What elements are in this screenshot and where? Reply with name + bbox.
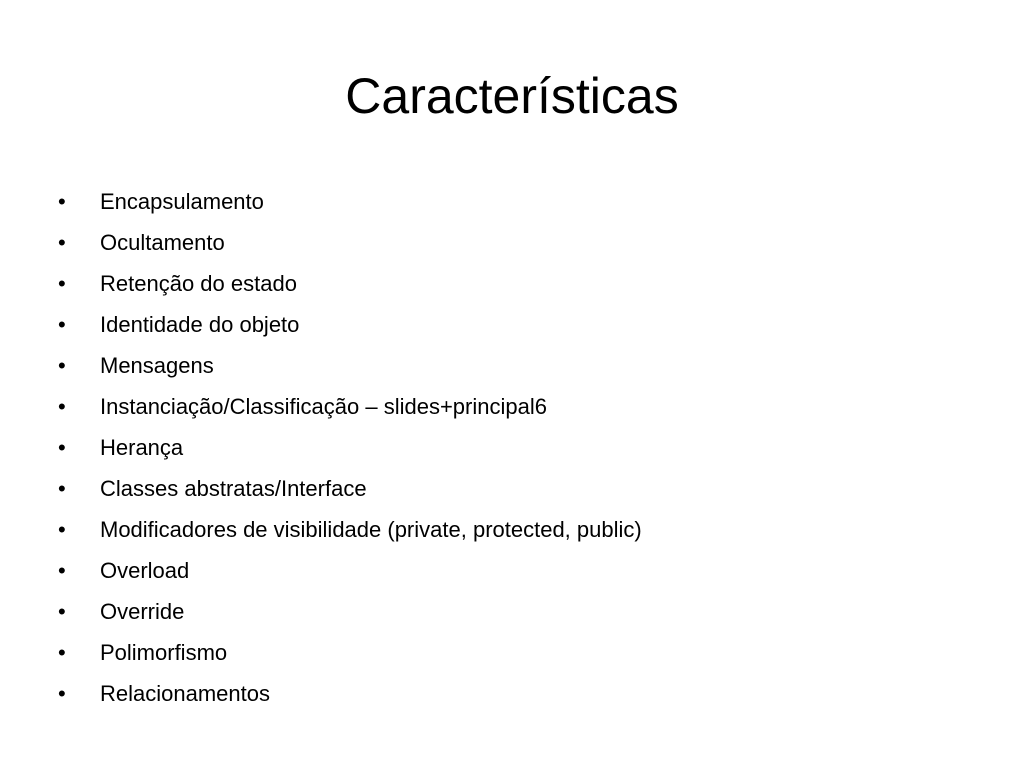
bullet-dot-icon: • [58,271,66,296]
list-item [58,304,988,345]
list-item-text: Instanciação/Classificação – slides+principal6 [100,394,547,419]
bullet-dot-icon: • [58,230,66,255]
list-item-text: Ocultamento [100,230,225,255]
list-item [58,509,988,550]
list-item [58,591,988,632]
list-item-text: Polimorfismo [100,640,228,665]
bullet-dot-icon: • [58,599,66,624]
list-item [58,345,988,386]
list-item-text: Identidade do objeto [100,312,300,337]
bullet-list [58,181,988,714]
list-item-text: Classes abstratas/Interface [100,476,367,501]
list-item [58,632,988,673]
list-item [58,468,988,509]
list-item-text: Relacionamentos [100,681,270,706]
bullet-dot-icon: • [58,558,66,583]
list-item-text: Modificadores de visibilidade (private, protected, public) [100,517,642,542]
list-item [58,222,988,263]
list-item-text: Retenção do estado [100,271,297,296]
list-item [58,427,988,468]
bullet-dot-icon: • [58,353,66,378]
bullet-dot-icon: • [58,640,66,665]
slide-title: Características [345,68,679,124]
list-item [58,550,988,591]
list-item-text: Override [100,599,185,624]
list-item [58,263,988,304]
list-item [58,673,988,714]
bullet-dot-icon: • [58,394,66,419]
list-item [58,386,988,427]
list-item-text: Herança [100,435,184,460]
bullet-dot-icon: • [58,681,66,706]
bullet-dot-icon: • [58,435,66,460]
list-item-text: Overload [100,558,190,583]
bullet-dot-icon: • [58,312,66,337]
list-item-text: Mensagens [100,353,214,378]
list-item-text: Encapsulamento [100,189,264,214]
bullet-dot-icon: • [58,517,66,542]
bullet-dot-icon: • [58,189,66,214]
bullet-dot-icon: • [58,476,66,501]
list-item [58,181,988,222]
